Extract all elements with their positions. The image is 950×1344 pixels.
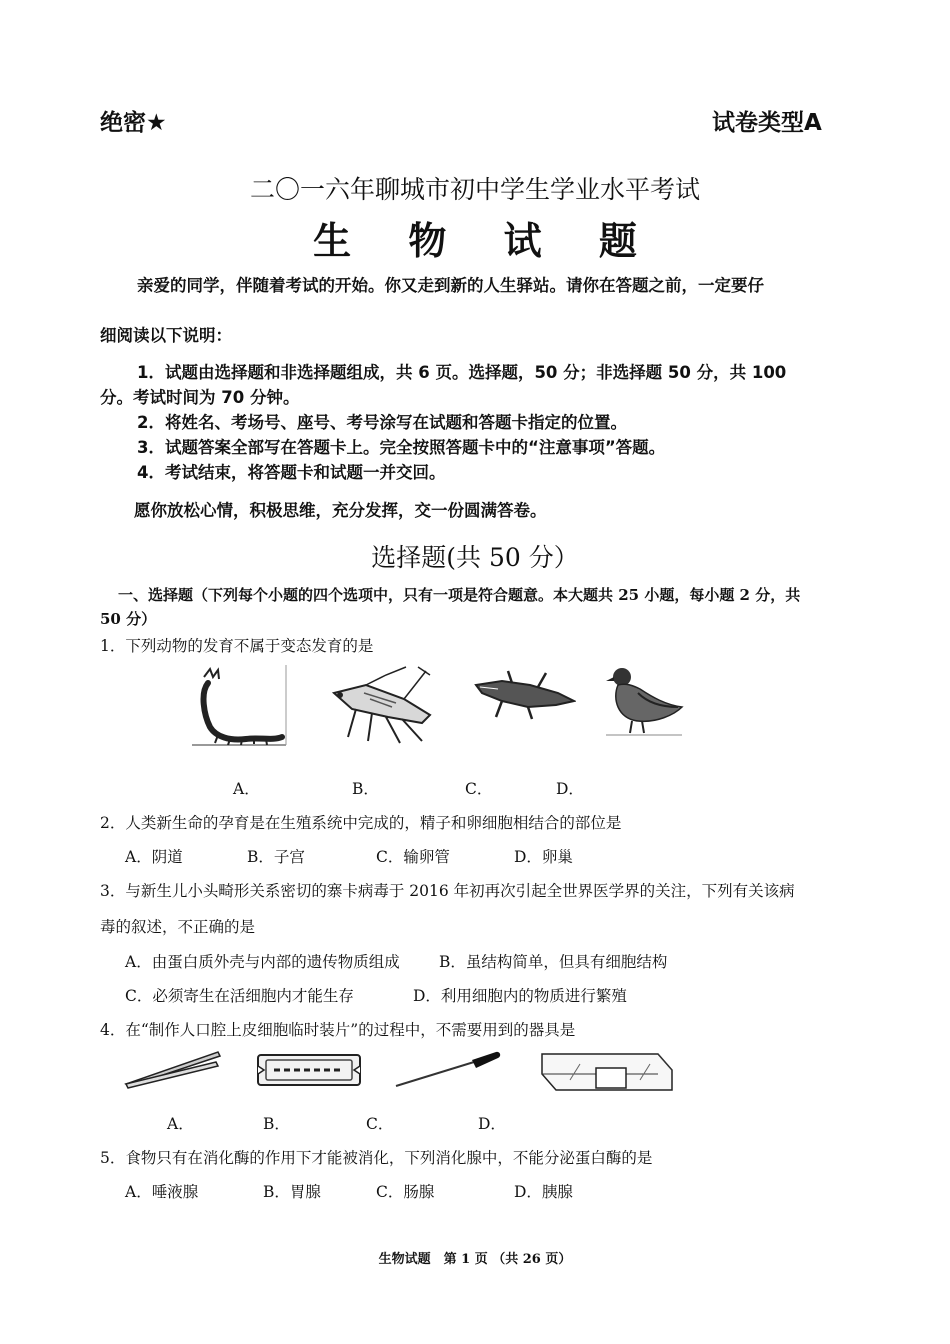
dropper-icon bbox=[392, 1048, 502, 1088]
instruction-item: 1．试题由选择题和非选择题组成，共 6 页。选择题，50 分；非选择题 50 分，共 100 bbox=[137, 363, 787, 382]
tweezers-icon bbox=[124, 1048, 222, 1090]
question-2-option: D．卵巢 bbox=[514, 848, 573, 866]
instruction-item: 4．考试结束，将答题卡和试题一并交回。 bbox=[137, 463, 446, 482]
question-1-option: B． bbox=[352, 780, 379, 798]
question-5-option: A．唾液腺 bbox=[125, 1183, 199, 1201]
question-2-option: A．阴道 bbox=[125, 848, 183, 866]
crocodile-icon bbox=[472, 663, 576, 723]
question-2-stem: 2．人类新生命的孕育是在生殖系统中完成的，精子和卵细胞相结合的部位是 bbox=[100, 814, 622, 832]
glass-slide-icon bbox=[540, 1050, 674, 1094]
question-5-option: B．胃腺 bbox=[263, 1183, 321, 1201]
section-note: 一、选择题（下列每个小题的四个选项中，只有一项是符合题意。本大题共 25 小题，每小题 2 分，共 bbox=[118, 586, 801, 604]
silkworm-icon bbox=[190, 663, 288, 747]
question-5-option: D．胰腺 bbox=[514, 1183, 573, 1201]
question-3-option: D．利用细胞内的物质进行繁殖 bbox=[413, 987, 627, 1005]
question-2-option: C．输卵管 bbox=[376, 848, 450, 866]
question-5-option: C．肠腺 bbox=[376, 1183, 435, 1201]
subject-title: 生 物 试 题 bbox=[313, 218, 659, 263]
question-1-stem: 1．下列动物的发育不属于变态发育的是 bbox=[100, 637, 374, 655]
secret-label: 绝密★ bbox=[100, 110, 167, 136]
page-footer: 生物试题 第 1 页 （共 26 页） bbox=[378, 1252, 572, 1267]
question-1-option: C． bbox=[465, 780, 493, 798]
question-4-stem: 4．在“制作人口腔上皮细胞临时装片”的过程中，不需要用到的器具是 bbox=[100, 1021, 576, 1039]
grasshopper-icon bbox=[326, 663, 438, 747]
question-1-option: D． bbox=[556, 780, 584, 798]
exam-title: 二〇一六年聊城市初中学生学业水平考试 bbox=[249, 175, 700, 204]
instruction-item: 2．将姓名、考场号、座号、考号涂写在试题和答题卡指定的位置。 bbox=[137, 413, 627, 432]
question-3-option: A．由蛋白质外壳与内部的遗传物质组成 bbox=[125, 953, 400, 971]
question-1-option: A． bbox=[233, 780, 260, 798]
question-5-stem: 5．食物只有在消化酶的作用下才能被消化，下列消化腺中，不能分泌蛋白酶的是 bbox=[100, 1149, 653, 1167]
question-4-option: A． bbox=[167, 1115, 194, 1133]
intro-line2: 细阅读以下说明： bbox=[100, 326, 232, 345]
question-4-option: C． bbox=[366, 1115, 394, 1133]
instruction-item: 分。考试时间为 70 分钟。 bbox=[100, 388, 300, 407]
question-3-option: B．虽结构简单，但具有细胞结构 bbox=[439, 953, 668, 971]
question-3-stem: 毒的叙述，不正确的是 bbox=[100, 918, 256, 936]
question-4-option: B． bbox=[263, 1115, 290, 1133]
pigeon-icon bbox=[604, 663, 684, 737]
question-2-option: B．子宫 bbox=[247, 848, 305, 866]
wish-line: 愿你放松心情，积极思维，充分发挥，交一份圆满答卷。 bbox=[134, 501, 547, 520]
razor-blade-icon bbox=[256, 1052, 362, 1088]
section-note: 50 分） bbox=[100, 610, 157, 628]
question-3-option: C．必须寄生在活细胞内才能生存 bbox=[125, 987, 354, 1005]
question-4-option: D． bbox=[478, 1115, 506, 1133]
paper-type-label: 试卷类型A bbox=[712, 110, 822, 136]
section-title: 选择题(共 50 分） bbox=[371, 543, 579, 572]
question-3-stem: 3．与新生儿小头畸形关系密切的寨卡病毒于 2016 年初再次引起全世界医学界的关注，下列有关该病 bbox=[100, 882, 795, 900]
intro-line1: 亲爱的同学，伴随着考试的开始。你又走到新的人生驿站。请你在答题之前，一定要仔 bbox=[137, 276, 764, 295]
instruction-item: 3．试题答案全部写在答题卡上。完全按照答题卡中的“注意事项”答题。 bbox=[137, 438, 666, 457]
